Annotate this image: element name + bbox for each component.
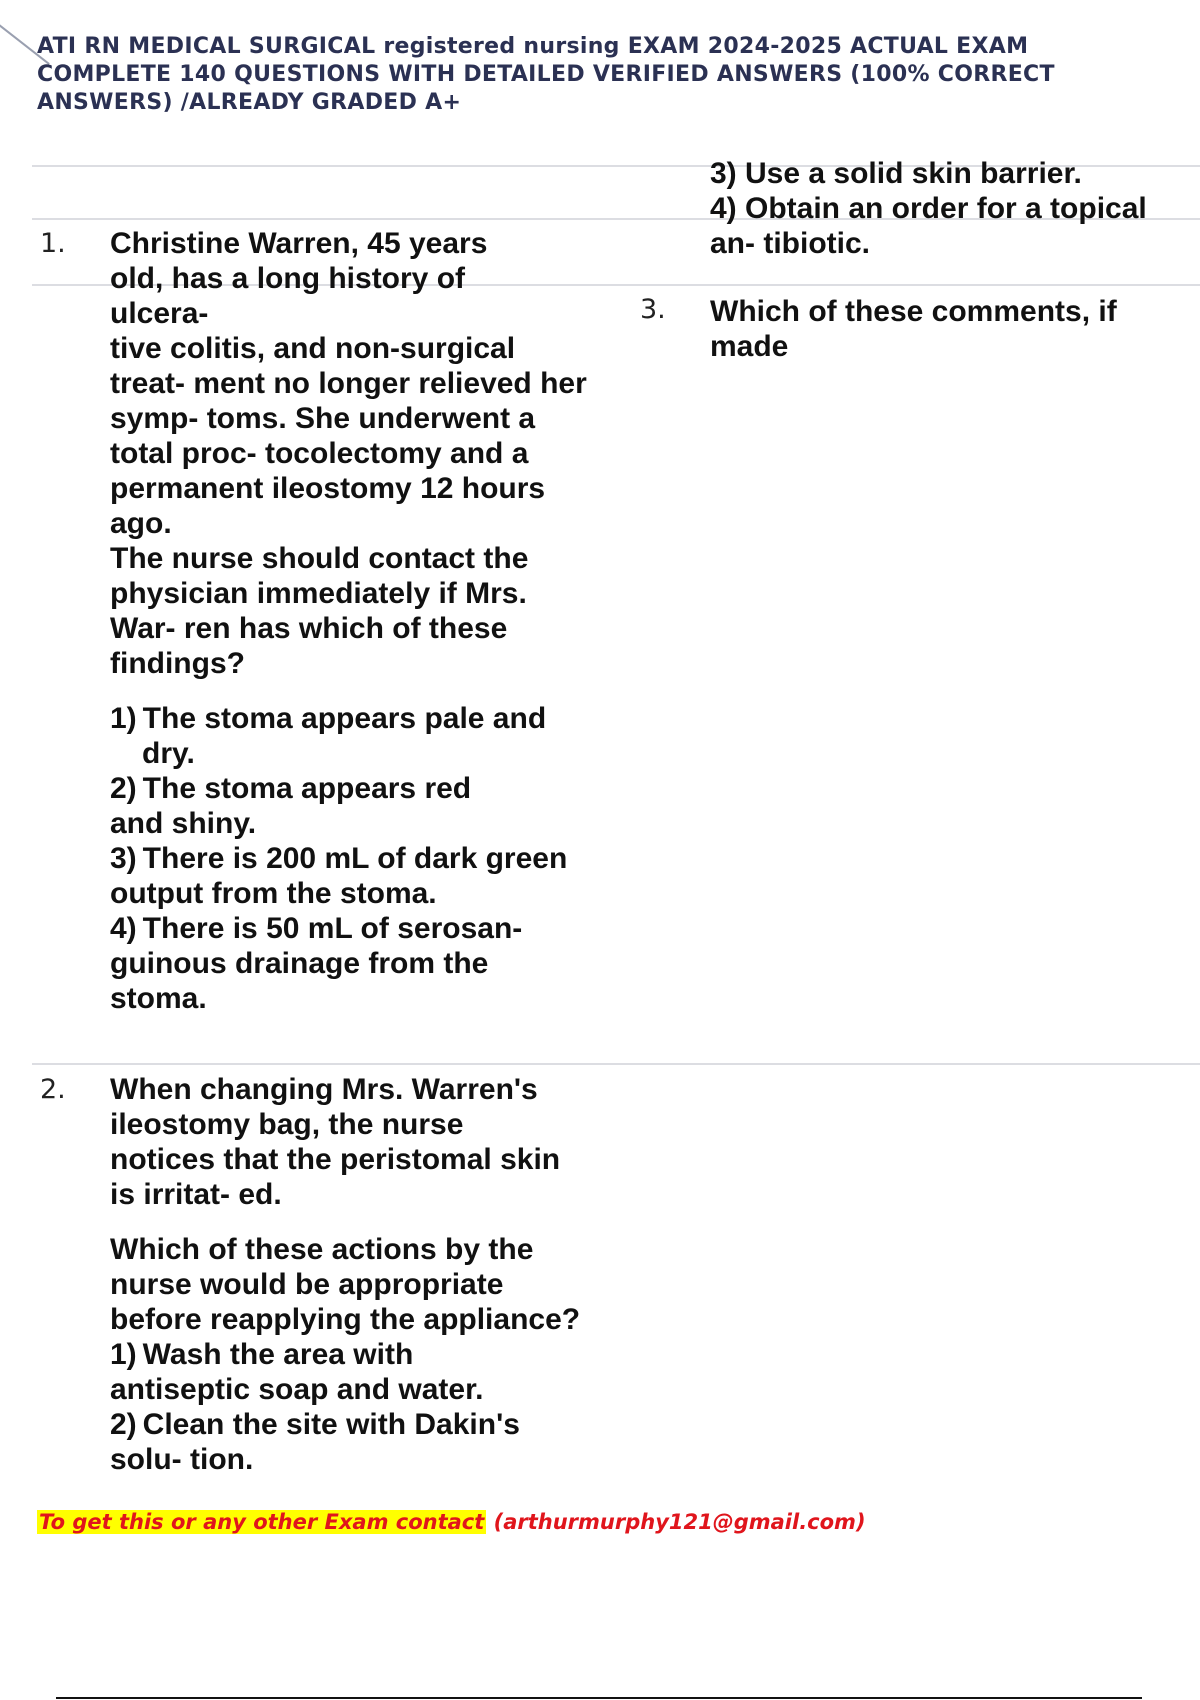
question-stem-line: total proc- tocolectomy and a	[110, 437, 529, 470]
question-stem-line: permanent ileostomy 12 hours	[110, 472, 546, 505]
title-line-1: ATI RN MEDICAL SURGICAL registered nursing EXAM 2024-2025 ACTUAL EXAM	[37, 34, 1029, 59]
answer-option-line: antiseptic soap and water.	[110, 1373, 484, 1406]
question-stem-line: Which of these comments, if	[710, 295, 1117, 328]
question-stem-line: physician immediately if Mrs.	[110, 577, 527, 610]
question-stem-line: ago.	[110, 507, 172, 540]
answer-option-line: solu- tion.	[110, 1443, 254, 1476]
title-line-3: ANSWERS) /ALREADY GRADED A+	[37, 90, 462, 115]
answer-option-line: guinous drainage from the	[110, 947, 489, 980]
question-stem-line: findings?	[110, 647, 245, 680]
contact-footer	[37, 1508, 866, 1536]
question-stem-line: tive colitis, and non-surgical	[110, 332, 516, 365]
question-3-number: 3.	[640, 294, 666, 325]
document-title	[37, 33, 1177, 117]
option-line: 4) Obtain an order for a topical	[710, 192, 1147, 225]
answer-option-line: 1) The stoma appears pale and	[110, 702, 547, 735]
question-stem-line: The nurse should contact the	[110, 542, 529, 575]
contact-email[interactable]: (arthurmurphy121@gmail.com)	[493, 1510, 866, 1534]
question-2-number: 2.	[40, 1074, 66, 1105]
table-rule-top-left	[32, 165, 640, 167]
question-stem-line: treat- ment no longer relieved her	[110, 367, 587, 400]
question-stem-line: ulcera-	[110, 297, 209, 330]
answer-option-line: dry.	[142, 737, 195, 770]
answer-option-line: 1) Wash the area with	[110, 1338, 414, 1371]
contact-highlight-text: To get this or any other Exam contact	[39, 1510, 485, 1534]
question-stem-line: When changing Mrs. Warren's	[110, 1073, 538, 1106]
answer-option-line: output from the stoma.	[110, 877, 437, 910]
question-line: nurse would be appropriate	[110, 1268, 504, 1301]
question-1	[110, 226, 587, 1016]
page-bottom-rule	[56, 1697, 1142, 1699]
table-rule-4	[32, 1063, 1200, 1065]
answer-option-line: 2) Clean the site with Dakin's	[110, 1408, 520, 1441]
option-line: an- tibiotic.	[710, 227, 870, 260]
answer-option-line: stoma.	[110, 982, 207, 1015]
question-line: before reapplying the appliance?	[110, 1303, 581, 1336]
question-stem-line: old, has a long history of	[110, 262, 466, 295]
answer-option-line: 2) The stoma appears red	[110, 772, 472, 805]
question-stem-line: made	[710, 330, 789, 363]
question-stem-line: Christine Warren, 45 years	[110, 227, 488, 260]
question-stem-line: symp- toms. She underwent a	[110, 402, 536, 435]
question-stem-line: War- ren has which of these	[110, 612, 508, 645]
question-stem-line: is irritat- ed.	[110, 1178, 282, 1211]
title-line-2: COMPLETE 140 QUESTIONS WITH DETAILED VERIFIED ANSWERS (100% CORRECT	[37, 62, 1055, 87]
option-line: 3) Use a solid skin barrier.	[710, 157, 1082, 190]
answer-option-line: 4) There is 50 mL of serosan-	[110, 912, 523, 945]
question-line: Which of these actions by the	[110, 1233, 534, 1266]
answer-option-line: and shiny.	[110, 807, 257, 840]
question-2	[110, 1072, 580, 1477]
question-stem-line: ileostomy bag, the nurse	[110, 1108, 464, 1141]
question-stem-line: notices that the peristomal skin	[110, 1143, 561, 1176]
question-3-prev-options	[710, 156, 1147, 261]
answer-option-line: 3) There is 200 mL of dark green	[110, 842, 568, 875]
question-3	[710, 294, 1117, 364]
question-1-number: 1.	[40, 228, 66, 259]
